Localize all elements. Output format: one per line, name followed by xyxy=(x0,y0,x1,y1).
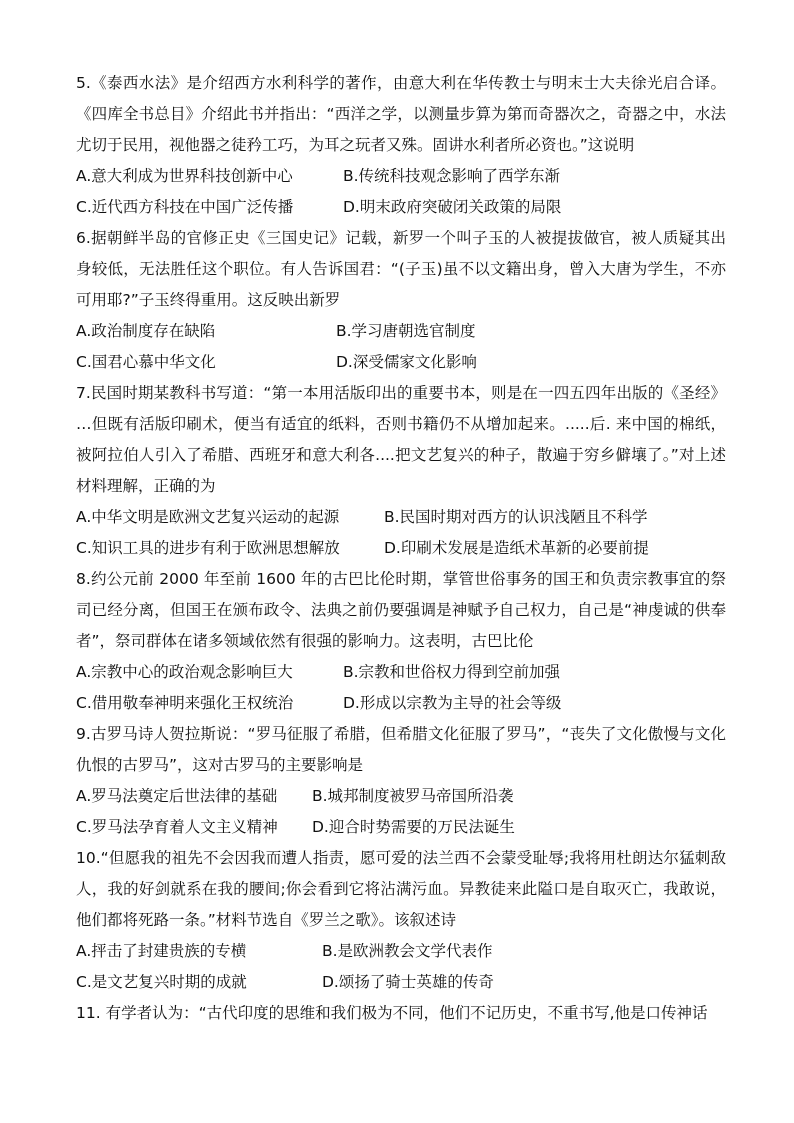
answer-option-d[interactable]: D.明末政府突破闭关政策的局限 xyxy=(343,198,562,216)
question-stem: 9.古罗马诗人贺拉斯说：“罗马征服了希腊，但希腊文化征服了罗马”，“丧失了文化傲慢与文化仇恨的古罗马”，这对古罗马的主要影响是 xyxy=(76,725,726,774)
answer-options xyxy=(76,936,726,998)
answer-option-a[interactable]: A.中华文明是欧洲文艺复兴运动的起源 xyxy=(76,508,340,526)
answer-option-d[interactable]: D.印刷术发展是造纸术革新的必要前提 xyxy=(384,539,649,557)
answer-option-c[interactable]: C.近代西方科技在中国广泛传播 xyxy=(76,198,294,216)
question-list xyxy=(76,68,726,1029)
question-stem: 8.约公元前 2000 年至前 1600 年的古巴比伦时期，掌管世俗事务的国王和负责宗教事宜的祭司已经分离，但国王在颁布政令、法典之前仍要强调是神赋予自己权力，自己是“神虔诚的供奉者”，祭司群体在诸多领域依然有很强的影响力。这表明，古巴比伦 xyxy=(76,570,726,650)
question-11 xyxy=(76,998,726,1029)
answer-option-b[interactable]: B.传统科技观念影响了西学东渐 xyxy=(343,167,561,185)
answer-option-c[interactable]: C.是文艺复兴时期的成就 xyxy=(76,973,247,991)
answer-option-a[interactable]: A.政治制度存在缺陷 xyxy=(76,322,216,340)
option-row xyxy=(76,812,726,843)
option-row xyxy=(76,502,726,533)
answer-option-d[interactable]: D.深受儒家文化影响 xyxy=(336,353,477,371)
question-10 xyxy=(76,843,726,998)
option-row xyxy=(76,657,726,688)
option-row xyxy=(76,192,726,223)
question-6 xyxy=(76,223,726,378)
question-stem: 10.“但愿我的祖先不会因我而遭人指责，愿可爱的法兰西不会蒙受耻辱;我将用杜朗达尔猛刺敌人，我的好剑就系在我的腰间;你会看到它将沾满污血。异教徒来此隘口是自取灭亡，我敢说，他们都将死路一条。”材料节选自《罗兰之歌》。该叙述诗 xyxy=(76,849,726,929)
option-row xyxy=(76,967,726,998)
answer-option-a[interactable]: A.宗教中心的政治观念影响巨大 xyxy=(76,663,293,681)
option-row xyxy=(76,781,726,812)
answer-options xyxy=(76,781,726,843)
answer-options xyxy=(76,316,726,378)
answer-option-c[interactable]: C.罗马法孕育着人文主义精神 xyxy=(76,818,278,836)
answer-option-d[interactable]: D.颂扬了骑士英雄的传奇 xyxy=(322,973,494,991)
option-row xyxy=(76,316,726,347)
answer-option-b[interactable]: B.城邦制度被罗马帝国所沿袭 xyxy=(312,787,514,805)
answer-option-c[interactable]: C.国君心慕中华文化 xyxy=(76,353,216,371)
answer-options xyxy=(76,657,726,719)
answer-option-d[interactable]: D.形成以宗教为主导的社会等级 xyxy=(343,694,562,712)
answer-option-d[interactable]: D.迎合时势需要的万民法诞生 xyxy=(312,818,515,836)
answer-option-b[interactable]: B.是欧洲教会文学代表作 xyxy=(322,942,493,960)
answer-option-a[interactable]: A.罗马法奠定后世法律的基础 xyxy=(76,787,278,805)
answer-option-c[interactable]: C.借用敬奉神明来强化王权统治 xyxy=(76,694,294,712)
answer-option-a[interactable]: A.抨击了封建贵族的专横 xyxy=(76,942,247,960)
answer-option-b[interactable]: B.学习唐朝选官制度 xyxy=(336,322,476,340)
option-row xyxy=(76,161,726,192)
question-stem: 7.民国时期某教科书写道：“第一本用活版印出的重要书本，则是在一四五四年出版的《圣经》 …但既有活版印刷术，便当有适宜的纸料，否则书籍仍不从增加起来。.....后. 来中国的棉纸，被阿拉伯人引入了希腊、西班牙和意大利各....把文艺复兴的种子，散遍于穷乡僻壤了。”对上述材料理解，正确的为 xyxy=(76,384,726,495)
question-stem: 11. 有学者认为：“古代印度的思维和我们极为不同，他们不记历史，不重书写,他是口传神话 xyxy=(76,1004,708,1022)
answer-options xyxy=(76,502,726,564)
question-stem: 6.据朝鲜半岛的官修正史《三国史记》记载，新罗一个叫子玉的人被提拔做官，被人质疑其出身较低，无法胜任这个职位。有人告诉国君：“(子玉)虽不以文籍出身，曾入大唐为学生，不亦可用耶?”子玉终得重用。这反映出新罗 xyxy=(76,229,726,309)
option-row xyxy=(76,936,726,967)
question-stem: 5.《泰西水法》是介绍西方水利科学的著作，由意大利在华传教士与明末士大夫徐光启合译。《四库全书总目》介绍此书并指出：“西洋之学，以测量步算为第而奇器次之，奇器之中，水法尤切于民用，视他器之徒矜工巧，为耳之玩者又殊。固讲水利者所必资也。”这说明 xyxy=(76,74,726,154)
answer-option-b[interactable]: B.民国时期对西方的认识浅陋且不科学 xyxy=(384,508,648,526)
question-5 xyxy=(76,68,726,223)
question-8 xyxy=(76,564,726,719)
answer-options xyxy=(76,161,726,223)
answer-option-b[interactable]: B.宗教和世俗权力得到空前加强 xyxy=(343,663,561,681)
question-7 xyxy=(76,378,726,564)
answer-option-a[interactable]: A.意大利成为世界科技创新中心 xyxy=(76,167,293,185)
option-row xyxy=(76,347,726,378)
question-9 xyxy=(76,719,726,843)
answer-option-c[interactable]: C.知识工具的进步有利于欧洲思想解放 xyxy=(76,539,340,557)
option-row xyxy=(76,533,726,564)
option-row xyxy=(76,688,726,719)
